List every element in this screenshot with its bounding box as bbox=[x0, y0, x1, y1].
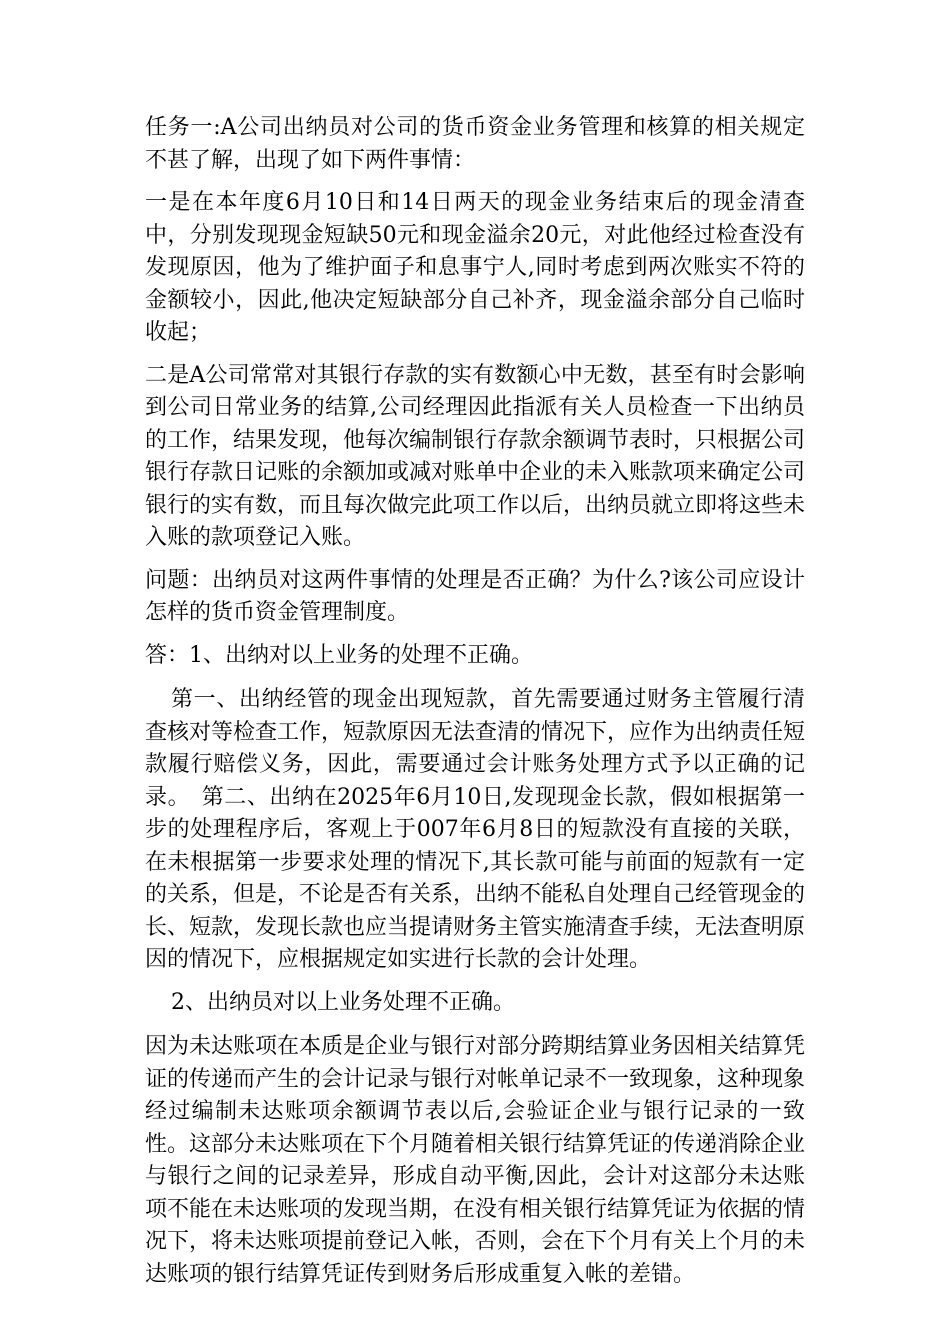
answer-point-two-heading: 2、出纳员对以上业务处理不正确。 bbox=[171, 989, 515, 1015]
case-one-paragraph: 一是在本年度6月10日和14日两天的现金业务结束后的现金清查中，分别发现现金短缺50元和现金溢余20元，对此他经过检查没有发现原因，他为了维护面子和息事宁人,同时考虑到两次账实不符的金额较小，因此,他决定短缺部分自己补齐，现金溢余部分自己临时收起； bbox=[145, 190, 805, 345]
case-two-paragraph: 二是A公司常常对其银行存款的实有数额心中无数，甚至有时会影响到公司日常业务的结算,公司经理因此指派有关人员检查一下出纳员的工作，结果发现，他每次编制银行存款余额调节表时，只根据公司银行存款日记账的余额加或减对账单中企业的未入账款项来确定公司银行的实有数，而且每次做完此项工作以后，出纳员就立即将这些未入账的款项登记入账。 bbox=[145, 362, 806, 550]
answer-heading: 答：1、出纳对以上业务的处理不正确。 bbox=[145, 642, 533, 668]
answer-point-one-paragraph: 第一、出纳经管的现金出现短款，首先需要通过财务主管履行清查核对等检查工作，短款原因无法查清的情况下，应作为出纳责任短款履行赔偿义务，因此，需要通过会计账务处理方式予以正确的记录。 第二、出纳在2025年6月10日,发现现金长款，假如根据第一步的处理程序后，客观上于007年6月8日的短款没有直接的关联，在未根据第一步要求处理的情况下,其长款可能与前面的短款有一定的关系，但是，不论是否有关系，出纳不能私自处理自己经管现金的长、短款，发现长款也应当提请财务主管实施清查手续，无法查明原因的情况下，应根据规定如实进行长款的会计处理。 bbox=[145, 687, 806, 972]
answer-point-two-paragraph: 因为未达账项在本质是企业与银行对部分跨期结算业务因相关结算凭证的传递而产生的会计记录与银行对帐单记录不一致现象，这种现象经过编制未达账项余额调节表以后,会验证企业与银行记录的一致性。这部分未达账项在下个月随着相关银行结算凭证的传递消除企业与银行之间的记录差异，形成自动平衡,因此，会计对这部分未达账项不能在未达账项的发现当期，在没有相关银行结算凭证为依据的情况下，将未达账项提前登记入帐，否则，会在下个月有关上个月的未达账项的银行结算凭证传到财务后形成重复入帐的差错。 bbox=[145, 1034, 806, 1287]
document-body bbox=[145, 112, 805, 1301]
task-intro-paragraph: 任务一:A公司出纳员对公司的货币资金业务管理和核算的相关规定不甚了解，出现了如下两件事情： bbox=[145, 115, 805, 173]
question-paragraph: 问题：出纳员对这两件事情的处理是否正确？为什么?该公司应设计怎样的货币资金管理制度。 bbox=[145, 567, 805, 625]
